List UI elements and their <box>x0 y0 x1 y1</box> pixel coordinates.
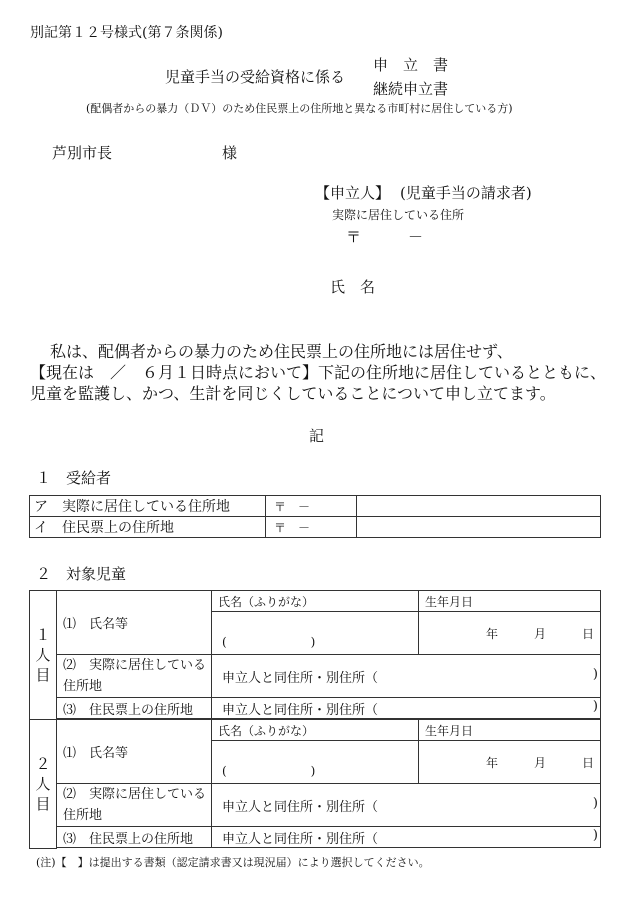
title-option-continuation: 継続申立書 <box>373 80 449 98</box>
birth-date-value: 年 月 日 <box>485 755 594 770</box>
address-close: ) <box>592 666 598 682</box>
actual-address-label: ⑵ 実際に居住している住所地 <box>57 784 212 827</box>
registered-address-cell[interactable] <box>212 827 601 848</box>
recipient-address-cell[interactable] <box>357 517 601 538</box>
title-option-application: 申 立 書 <box>373 56 449 74</box>
name-row-label: ⑴ 氏名等 <box>57 720 212 784</box>
table-row <box>30 698 601 719</box>
table-row <box>30 827 601 848</box>
name-header: 氏名（ふりがな） <box>212 720 419 741</box>
birth-date-cell[interactable] <box>419 612 601 655</box>
name-input-cell[interactable] <box>212 741 419 784</box>
child-2-label: ２人目 <box>35 754 51 813</box>
actual-address-line <box>222 667 600 686</box>
registered-address-line <box>222 699 600 718</box>
recipient-address-cell[interactable] <box>357 496 601 517</box>
birth-header: 生年月日 <box>419 591 601 612</box>
registered-address-label: ⑶ 住民票上の住所地 <box>57 827 212 848</box>
registered-address-cell[interactable] <box>212 698 601 719</box>
recipient-row <box>30 496 601 517</box>
form-number: 別記第１２号様式(第７条関係) <box>30 25 223 41</box>
actual-address-cell[interactable] <box>212 655 601 698</box>
recipient-postal[interactable]: 〒 － <box>266 496 357 517</box>
statement-line-3: 児童を監護し、かつ、生計を同じくしていることについて申し立てます。 <box>30 384 556 403</box>
birth-header: 生年月日 <box>419 720 601 741</box>
registered-address-label: ⑶ 住民票上の住所地 <box>57 698 212 719</box>
child-group-label <box>30 720 57 849</box>
recipient-row-label: ア 実際に居住している住所地 <box>30 496 266 517</box>
furigana-paren: ( ) <box>222 635 316 649</box>
applicant-role: (児童手当の請求者) <box>400 184 532 202</box>
footnote: (注)【 】は提出する書類（認定請求書又は現況届）により選択してください。 <box>36 856 430 869</box>
applicant-name-label: 氏 名 <box>330 278 376 296</box>
furigana-paren: ( ) <box>222 764 316 778</box>
address-option: 申立人と同住所・別住所（ <box>222 702 379 718</box>
recipient-row <box>30 517 601 538</box>
address-option: 申立人と同住所・別住所（ <box>222 799 379 815</box>
child-1-label: １人目 <box>35 626 51 684</box>
children-table <box>29 590 601 849</box>
section2-heading: ２ 対象児童 <box>36 565 127 583</box>
address-option: 申立人と同住所・別住所（ <box>222 831 379 847</box>
spacer-cell <box>57 848 601 849</box>
recipient-table <box>29 495 601 538</box>
address-close: ) <box>592 698 598 714</box>
address-close: ) <box>592 795 598 811</box>
table-row <box>30 784 601 827</box>
postal-dash: － <box>408 228 424 246</box>
title-main: 児童手当の受給資格に係る <box>165 68 346 86</box>
registered-address-line <box>222 828 600 847</box>
table-row <box>30 591 601 612</box>
table-row <box>30 720 601 741</box>
birth-date-value: 年 月 日 <box>485 626 594 641</box>
name-input-cell[interactable] <box>212 612 419 655</box>
address-close: ) <box>592 827 598 843</box>
statement-line-1: 私は、配偶者からの暴力のため住民票上の住所地には居住せず、 <box>50 342 513 361</box>
address-option: 申立人と同住所・別住所（ <box>222 670 379 686</box>
table-row <box>30 655 601 698</box>
addressee: 芦別市長 <box>52 144 113 162</box>
recipient-postal[interactable]: 〒 － <box>266 517 357 538</box>
honorific: 様 <box>222 144 238 162</box>
section1-heading: １ 受給者 <box>36 469 112 487</box>
actual-address-cell[interactable] <box>212 784 601 827</box>
actual-address-label: ⑵ 実際に居住している住所地 <box>57 655 212 698</box>
name-header: 氏名（ふりがな） <box>212 591 419 612</box>
subtitle: (配偶者からの暴力（ＤＶ）のため住民票上の住所地と異なる市町村に居住している方) <box>86 102 513 115</box>
postal-mark: 〒 <box>346 228 362 246</box>
name-row-label: ⑴ 氏名等 <box>57 591 212 655</box>
statement-line-2: 【現在は ／ ６月１日時点において】下記の住所地に居住しているとともに、 <box>30 363 607 382</box>
actual-address-line <box>222 796 600 815</box>
recipient-row-label: イ 住民票上の住所地 <box>30 517 266 538</box>
child-group-label <box>30 591 57 720</box>
spacer-row <box>30 848 601 849</box>
birth-date-cell[interactable] <box>419 741 601 784</box>
ki-heading: 記 <box>309 427 325 445</box>
applicant-address-label: 実際に居住している住所 <box>332 208 465 222</box>
applicant-label: 【申立人】 <box>315 184 391 202</box>
